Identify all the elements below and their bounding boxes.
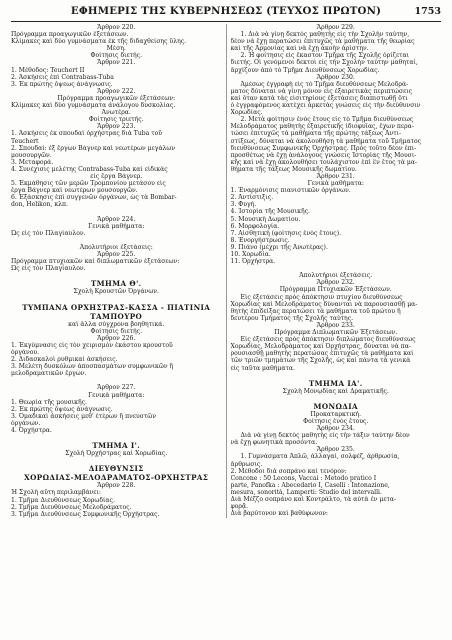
text-line: τῶν τριῶν τμημάτων τῆς Σχολῆς, ὡς καὶ πάντα τὰ γενικὰ	[230, 357, 411, 365]
text-line: Φοίτησις ἑνὸς ἔτους.	[303, 417, 369, 425]
text-line: 4. Ἱστορία τῆς Μουσικῆς.	[230, 208, 310, 216]
text-line: μουσουργῶν.	[11, 151, 52, 159]
text-line: θητὴς ἐπιδείξας περατώσει τὰ μαθήματα τοῦ πρώτου ἢ	[230, 307, 401, 315]
text-line: Ἄρθρον 229.	[316, 24, 355, 31]
right-column	[226, 24, 442, 518]
text-line: 1. Ἐναρμόνισις πιανιστικῶν ὀργάνων.	[230, 187, 351, 195]
text-line: Φοίτησις διετής.	[90, 327, 143, 335]
text-line: 7. Αἰσθητικὴ (φοίτησις ἑνὸς ἔτους).	[230, 229, 342, 237]
text-line: 1. Τμῆμα Διευθύνσεως Χορωδίας.	[11, 496, 115, 504]
page-header	[11, 5, 441, 20]
blank-line	[11, 434, 222, 441]
text-line: Ἄρθρον 227.	[97, 384, 136, 392]
text-line: 1. Ἀσκήσεις ἐκ σπουδαὶ ὀρχήστρας διὰ Tuba τοῦ	[11, 130, 162, 138]
blank-line	[11, 295, 222, 302]
text-line: Προκαταρκτική.	[310, 410, 362, 418]
text-line: Ἄρθρον 225.	[97, 251, 136, 258]
text-line: φορᾷ.	[230, 503, 249, 511]
text-line: Ἀνωτέρα.	[101, 109, 131, 117]
text-line: Ἀπολυτήριοι ἐξετάσεις:	[79, 243, 153, 251]
text-line: Πρόγραμμα πτυχιακῶν καὶ διπλωματικῶν ἐξετάσεων:	[11, 258, 180, 266]
text-line: 2. Ἐκ πρώτης ὄψεως ἀνάγνωσις.	[11, 405, 113, 413]
text-line: Χορωδίας, Μελοδράματος καὶ Ὀρχήστρας, δύναται νὰ πα-	[230, 343, 411, 351]
text-line: Πρόγραμμα Πτυχιακῶν Ἐξετάσεων.	[279, 286, 392, 294]
text-columns	[11, 24, 441, 518]
text-line: mesura, sonorità, Lamperti: Studio del intervalli.	[230, 488, 382, 496]
text-line: parte, Panofka : Abecedario I, Caselli : Intonazione,	[230, 481, 390, 489]
text-line: 9. Πιάνο (μέχρι τῆς Ἀνωτέρας).	[230, 243, 328, 251]
text-line: 2. Ἀσκήσεις ἐπὶ Contrabass-Tuba	[11, 73, 114, 81]
text-line: 6. Ἐξάσκησις ἐπὶ συγγενῶν ὀργάνων, ὡς τὰ Bombar-	[11, 194, 177, 202]
text-line: Ἄρθρον 231.	[316, 172, 355, 180]
text-line: don, Helikon, κλπ.	[11, 201, 68, 209]
text-line: Διὰ Μέζζο σοπράνο καὶ Κοντράλτο, τὰ αὐτὰ ἐν μετα-	[230, 496, 397, 503]
text-line: Γενικὰ μαθήματα:	[88, 222, 145, 230]
text-line: Χορωδίας καὶ Μελοδράματος δύνανται νὰ παρουσιασθῇ μα-	[230, 300, 418, 308]
text-line: ὀργάνων.	[11, 419, 41, 427]
text-line: ματος δύναται νὰ γίνῃ μόνον εἰς ἐξαιρετικὰς περιπτώσεις	[230, 87, 413, 95]
text-line: Ἄρθρον 226.	[97, 334, 136, 342]
text-line: 2. Ἀντίστιξις.	[230, 194, 274, 202]
text-line: νὰ ἔχῃ φωνητικὰ προσόντα.	[230, 439, 318, 447]
text-line: Ἄρθρον 222.	[97, 87, 136, 95]
blank-line	[231, 372, 442, 379]
text-line: Ἡ Σχολὴ αὕτη περιλαμβάνει:	[11, 489, 101, 497]
section-heading: ΤΥΜΠΑΝΑ ΟΡΧΗΣΤΡΑΣ-ΚΑΣΣΑ - ΠΙΑΤΙΝΙΑ	[22, 302, 211, 312]
text-line: δευτέρου Τμήματος τῆς Σχολῆς ταύτης.	[230, 314, 354, 322]
text-line: δέον νὰ ἔχῃ περατώσει ἐπιτυχῶς τὰ μαθήματα τῆς θεωρίας	[230, 38, 415, 46]
blank-line	[231, 265, 442, 272]
text-line: Εἰς ἐξετάσεις πρὸς ἀπόκτησιν διπλώματος διευθύνσεως	[240, 336, 416, 344]
blank-line	[11, 377, 222, 384]
header-rule	[11, 21, 441, 22]
text-line: καὶ τῆς Ἁρμονίας καὶ νὰ ἔχῃ ἀκοὴν ἀρίστην.	[230, 45, 369, 53]
text-line: 1. Διὰ νὰ γίνῃ δεκτὸς μαθητὴς εἰς τὴν Σχολὴν ταύτην,	[240, 31, 410, 39]
text-line: θήματα τῆς τάξεως Μουσικῆς δωματίου.	[230, 165, 357, 173]
text-line: Σχολὴ Μονῳδίας καὶ Δραματικῆς.	[282, 387, 389, 395]
text-line: τώσει ἐπιτυχῶς τὰ μαθήματα τῆς πρώτης τάξεως Ἀντι-	[230, 130, 402, 138]
text-line: Μέση.	[106, 45, 126, 53]
text-line: ἄρχίζουν ἀπὸ τὸ Τμῆμα Διευθύνσεως Χορωδίας.	[230, 66, 380, 74]
text-line: 3. Μελέτη δυσκόλων ἀποσπασμάτων συμφωνικῶν ἢ	[11, 363, 174, 371]
section-heading: ΤΜΗΜΑ Θ'.	[90, 279, 142, 289]
section-heading: ΜΟΝΩΔΙΑ	[313, 401, 358, 411]
text-line: Ἀπολυτήριοι ἐξετάσεις.	[299, 272, 373, 280]
text-line: Κλίμακες καὶ δύο γυμνάσματα ἀνάλογου δυσκολίας.	[11, 102, 176, 110]
text-line: Διὰ νὰ γίνῃ δεκτὸς μαθητὴς εἰς τὴν τάξιν ταύτην δέον	[240, 432, 410, 440]
text-line: 11. Ὀρχήστρα.	[230, 258, 276, 266]
text-line: Φοίτησις τριετής.	[88, 116, 144, 124]
blank-line	[231, 395, 442, 402]
text-line: Ἄρθρον 224.	[97, 215, 136, 223]
blank-line	[11, 272, 222, 279]
text-line: 4. Ὀρχήστρα.	[11, 426, 52, 434]
text-line: Μελοδράματος μαθητὴς ἐξαιρετικῆς ἱδιοφυΐας, ἔχων περα-	[230, 123, 414, 131]
text-line: 1. Γυμνάσματα Ἀπλῶ, ἀλλαγαί, σολφέζ, ἀρθρωσία,	[240, 453, 400, 461]
text-line: Γενικὰ μαθήματα:	[307, 180, 364, 188]
text-line: 6. Μορφολογία.	[230, 222, 280, 230]
text-line: 10. Χορωδία.	[230, 251, 271, 258]
text-line: στίξεως, δύναται νὰ ἀκολουθήσῃ τὰ μαθήματα τοῦ Τμήματος	[230, 137, 422, 145]
text-line: Ὡς εἰς τὸν Πλαγίαυλον.	[11, 265, 86, 273]
text-line: ρουσιασθῇ μαθητὴς περατώσας ἐπιτυχῶς τὰ μαθήματα καὶ	[230, 350, 414, 358]
text-line: Ἄρθρον 220.	[97, 24, 136, 31]
text-line: Ἄρθρον 234.	[316, 425, 355, 433]
text-line: Teuchert	[11, 137, 39, 145]
text-line: 2. Διδασκαλοὶ ρυθμικαὶ ἀσκήσεις.	[11, 356, 118, 364]
gazette-title: ΕΦΗΜΕΡΙΣ ΤΗΣ ΚΥΒΕΡΝΗΣΕΩΣ (ΤΕΥΧΟΣ ΠΡΩΤΟΝ)	[70, 5, 382, 17]
text-line: Ὡς εἰς τὸν Πλαγίαυλον.	[11, 229, 86, 237]
text-line: καὶ ἄλλα σύγχρονα βοηθητικά.	[68, 320, 165, 328]
section-heading: ΤΑΜΠΟΥΡΟ	[90, 311, 143, 321]
text-line: εἰς ταῦτα μαθήματα.	[230, 364, 295, 372]
text-line: Ἀμέσως ἐγγραφὴ εἰς τὸ Τμῆμα διευθύνσεως Μελοδρά-	[240, 80, 409, 88]
text-line: Concone : 50 Lecons, Vaccai : Metodo pratico I	[230, 474, 377, 482]
text-line: 3. Ὁμαδικαὶ ἀσκήσεις μεθ' ἑτέρων ἢ πνευστῶν	[11, 412, 156, 420]
blank-line	[11, 208, 222, 215]
text-line: ὁ ἐγγραφόμενος κατέχει ἀρκετὰς γνώσεις εἰς τὴν διεύθυνσιν	[230, 102, 421, 110]
blank-line	[11, 457, 222, 464]
text-line: Κλίμακες καὶ δύο γυμνάσματα ἐκ τῆς διδαχθείσης ὕλης.	[11, 38, 187, 46]
text-line: Γενικὰ μαθήματα:	[88, 391, 145, 399]
page-number: 1753	[414, 6, 441, 17]
text-line: Ἄρθρον 232.	[316, 279, 355, 287]
section-heading: ΤΜΗΜΑ Ι'.	[92, 441, 141, 451]
text-line: Χορωδίας.	[230, 109, 263, 117]
text-line: Ἄρθρον 228.	[97, 482, 136, 490]
text-line: Ἄρθρον 233.	[316, 321, 355, 329]
text-line: Σχολὴ Κρουστῶν Ὀργάνων.	[73, 288, 159, 296]
text-line: διευθύνσεως Συμφωνικῆς Ὀρχήστρας. Πρὸς τοῦτο δέον ἐπι-	[230, 144, 417, 152]
text-line: Πρόγραμμα προαγωγικῶν ἐξετάσεων:	[57, 94, 176, 102]
text-line: 2. Σπουδαί: ἐξ ἔργων Βάγνερ καὶ νεωτέρων μεγάλων	[11, 144, 176, 152]
text-line: Ἄρθρον 221.	[97, 59, 136, 67]
text-line: 8. Ἐνοργήστρωσις.	[230, 236, 290, 244]
text-line: 3. Μεταφορά.	[11, 158, 54, 166]
text-line: 2. Μετὰ φοίτησιν ἑνὸς ἔτους εἰς τὸ Τμῆμα διευθύνσεως	[240, 116, 414, 124]
text-line: καὶ ὅταν κατὰ τὰς εἰσιτηρίους ἐξετάσεις διαπιστωθῇ ὅτι	[230, 94, 408, 102]
text-line: 1. Ἐκγύμνασις εἰς τὸν χειρισμὸν ἑκάστου κρουστοῦ	[11, 341, 173, 349]
text-line: ὀργάνου.	[11, 348, 40, 356]
text-line: Εἰς ἐξετάσεις πρὸς ἀπόκτησιν πτυχίου διευθύνσεως	[240, 293, 403, 301]
text-line: 5. Μουσικὴ Δωματίου.	[230, 215, 301, 223]
section-heading: ΔΙΕΥΘΥΝΣΙΣ	[88, 464, 144, 474]
text-line: Ἄρθρον 230.	[316, 73, 355, 81]
text-line: 3. Φυγή.	[230, 201, 257, 209]
text-line: 1. Μέθοδος: Teuchert II	[11, 66, 85, 74]
text-line: διετής. Οἱ γενόμενοι δεκτοὶ εἰς τὴν Σχολὴν ταύτην μαθηταί,	[230, 59, 418, 67]
section-heading: ΧΟΡΩΔΙΑΣ-ΜΕΛΟΔΡΑΜΑΤΟΣ-ΟΡΧΗΣΤΡΑΣ	[24, 473, 209, 483]
text-line: Σχολὴ Ὀρχήστρας καὶ Χορωδίας.	[65, 450, 168, 458]
text-line: 4. Συνέχισις μελέτης Contrabass-Tuba καὶ εἰδικὰς	[11, 165, 168, 173]
text-line: Ἄρθρον 235.	[316, 446, 355, 454]
text-line: ἔργα Βάγνερ καὶ νεωτέρων μουσουργῶν.	[11, 187, 138, 195]
text-line: Πρόγραμμα προαγωγικῶν ἐξετάσεων.	[11, 31, 129, 39]
text-line: κῆς καὶ νὰ ἔχῃ ἀκολουθήσει τουλάχιστον ἐπὶ ἓν ἔτος τὰ μα-	[230, 158, 418, 166]
blank-line	[11, 237, 222, 244]
text-line: 2. Ἡ φοίτησις εἰς ἕκαστον Τμῆμα τῆς Σχολῆς ὁρίζεται	[240, 52, 409, 60]
text-line: μελοδραματικῶν ἔργων.	[11, 370, 87, 378]
text-line: 3. Ἐκ πρώτης ὄψεως ἀνάγνωσις.	[11, 80, 113, 88]
left-column	[11, 24, 226, 518]
text-line: Ἄρθρον 223.	[97, 123, 136, 131]
text-line: 3. Τμῆμα Διευθύνσεως Συμφωνικῆς Ὀρχήστρας.	[11, 510, 160, 518]
section-heading: ΤΜΗΜΑ ΙΑ'.	[308, 378, 363, 388]
text-line: Πρόγραμμα Διπλωματικῶν Ἐξετάσεων.	[274, 329, 398, 337]
text-line: 5. Ἐκμάθησις τῶν μερῶν Τρομπονίου μετάσου εἰς	[11, 180, 166, 188]
text-line: Φοίτησις διετής.	[90, 52, 143, 60]
text-line: Διὰ βαρύτονον καὶ βαθύφωνον:	[230, 510, 328, 518]
text-line: ἄρθρωσις.	[230, 460, 263, 468]
text-line: 1. Θεωρία τῆς μουσικῆς.	[11, 398, 87, 406]
text-line: 2. Τμῆμα Διευθύνσεως Μελοδράματος.	[11, 503, 132, 511]
text-line: εἰς ἔργα Βάγνερ.	[90, 172, 143, 180]
text-line: 2. Μέθοδοι διὰ σοπράνο καὶ τενόρον:	[230, 467, 347, 475]
text-line: προσθέτως νὰ ἔχῃ ἀνάλογους γνώσεις Ἱστορίας τῆς Μουσι-	[230, 151, 417, 159]
